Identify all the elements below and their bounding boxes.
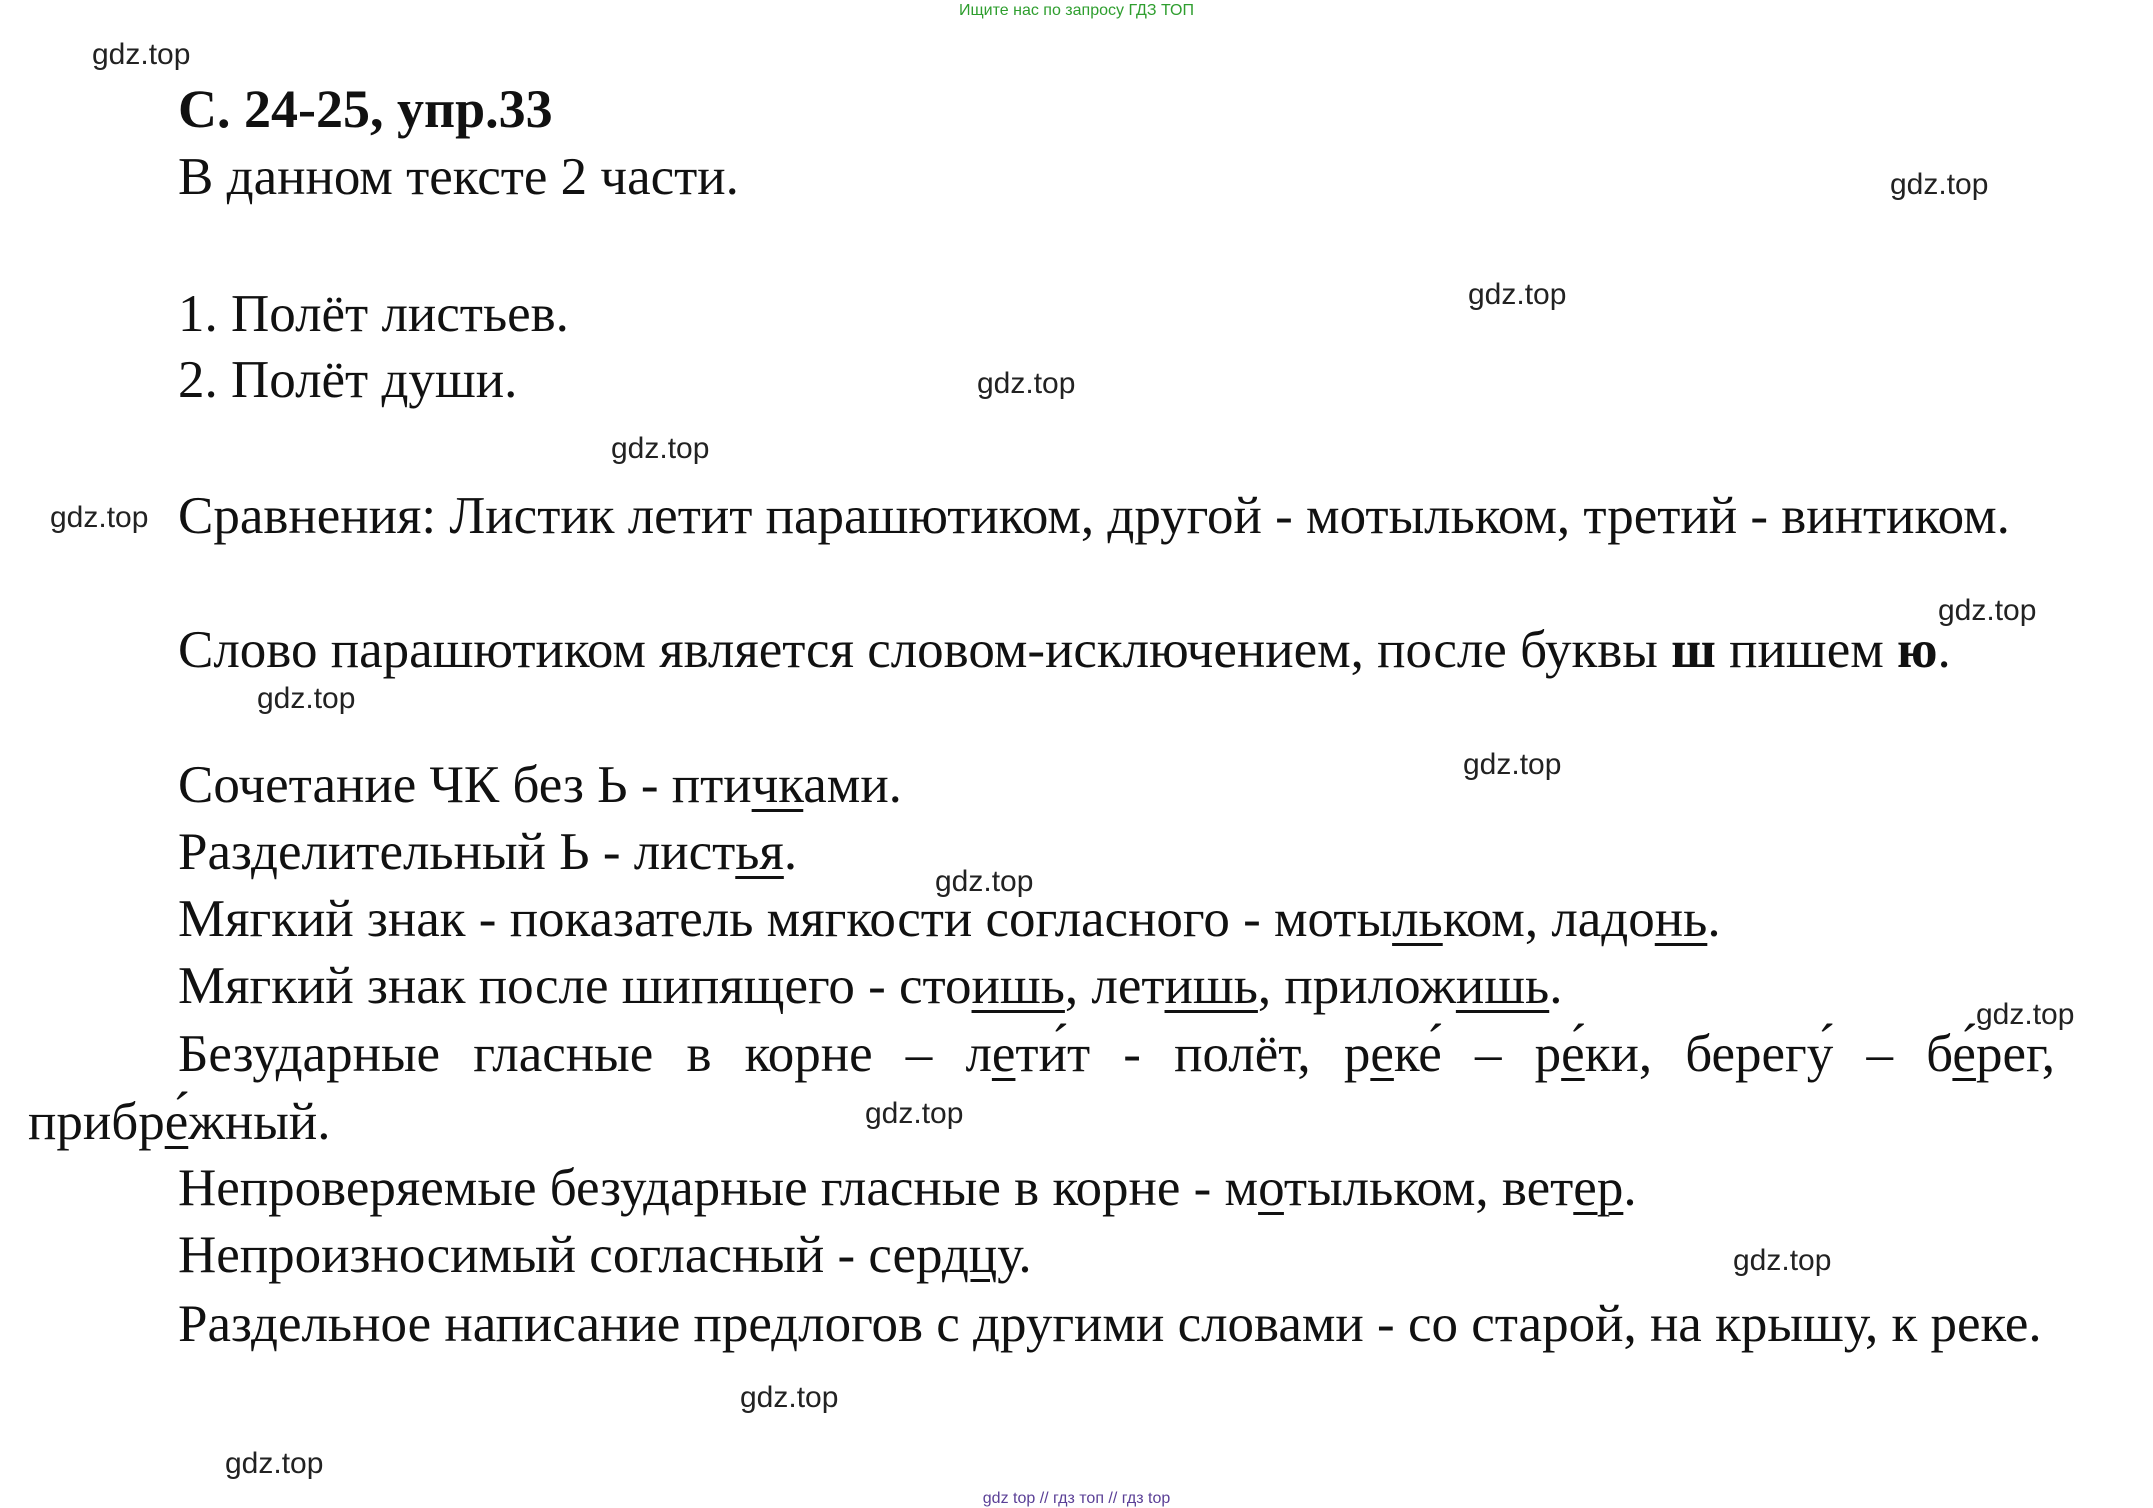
text-segment: пишем <box>1715 621 1898 679</box>
underlined-letters: чк <box>751 756 804 814</box>
underlined-letters: ья <box>735 823 784 881</box>
watermark: gdz.top <box>977 367 1076 400</box>
watermark: gdz.top <box>92 38 191 71</box>
letter-sh: ш <box>1671 621 1716 679</box>
text-segment: ком, ладо <box>1442 890 1655 948</box>
underlined-letters: е́ <box>164 1093 189 1151</box>
underlined-letters: ль <box>1392 890 1443 948</box>
intro-text: В данном тексте 2 части. <box>178 148 739 206</box>
text-segment: , прилож <box>1257 957 1456 1015</box>
silent-consonant-line <box>178 1222 1032 1288</box>
watermark: gdz.top <box>1890 168 1989 201</box>
text-segment: , лет <box>1064 957 1165 1015</box>
text-segment: ти́т - полёт, р <box>1015 1025 1371 1083</box>
unstressed-vowels-paragraph <box>28 1020 2055 1156</box>
watermark: gdz.top <box>50 501 149 534</box>
watermark: gdz.top <box>1733 1244 1832 1277</box>
separating-soft-sign-line <box>178 819 797 885</box>
chk-line <box>178 752 902 818</box>
soft-sign-sibilant-line <box>178 953 1562 1019</box>
text-segment: Разделительный Ь - лист <box>178 823 736 881</box>
top-banner: Ищите нас по запросу ГДЗ ТОП <box>959 2 1194 19</box>
text-segment: . <box>1707 890 1721 948</box>
soft-sign-softness-line <box>178 886 1721 952</box>
watermark: gdz.top <box>1468 278 1567 311</box>
text-segment: Слово парашютиком является словом-исключением, после буквы <box>178 621 1672 679</box>
underlined-letters: е <box>991 1025 1016 1083</box>
watermark: gdz.top <box>611 432 710 465</box>
underlined-letters: е́ <box>1561 1025 1585 1083</box>
underlined-letters: е <box>1370 1025 1394 1083</box>
unverifiable-vowels-line <box>178 1155 1637 1221</box>
watermark: gdz.top <box>740 1381 839 1414</box>
underlined-letters: дц <box>941 1226 998 1284</box>
text-segment: Безударные гласные в корне – л <box>178 1025 992 1083</box>
text-segment: Мягкий знак после шипящего - сто <box>178 957 972 1015</box>
text-segment: ки, берегу́ – б <box>1584 1025 1953 1083</box>
letter-yu: ю <box>1897 621 1938 679</box>
underlined-letters: ишь <box>1164 957 1258 1015</box>
underlined-letters: нь <box>1654 890 1708 948</box>
watermark: gdz.top <box>1976 998 2075 1031</box>
watermark: gdz.top <box>935 865 1034 898</box>
text-segment: . <box>1623 1159 1637 1217</box>
watermark: gdz.top <box>865 1097 964 1130</box>
text-segment: Непроверяемые безударные гласные в корне - м <box>178 1159 1259 1217</box>
underlined-letters: о <box>1258 1159 1284 1217</box>
text-segment: . <box>1937 621 1951 679</box>
underlined-letters: ишь <box>1455 957 1550 1015</box>
text-segment: . <box>783 823 798 881</box>
underlined-letters: ишь <box>971 957 1065 1015</box>
part-1: 1. Полёт листьев. <box>178 285 569 343</box>
exception-line <box>178 617 1951 683</box>
text-segment: у. <box>997 1226 1032 1284</box>
underlined-letters: ер <box>1573 1159 1624 1217</box>
text-segment: жный. <box>188 1093 331 1151</box>
text-segment: ке́ – р <box>1393 1025 1562 1083</box>
prepositions-paragraph: Раздельное написание предлогов с другими словами - со старой, на крышу, к реке. <box>178 1295 2042 1353</box>
watermark: gdz.top <box>1463 748 1562 781</box>
comparisons-paragraph: Сравнения: Листик летит парашютиком, другой - мотыльком, третий - винтиком. <box>178 487 2010 545</box>
text-segment: рег, прибр <box>28 1025 2055 1151</box>
underlined-letters: е́ <box>1952 1025 1976 1083</box>
watermark: gdz.top <box>257 682 356 715</box>
watermark: gdz.top <box>1938 594 2037 627</box>
text-segment: . <box>1549 957 1563 1015</box>
text-segment: Сочетание ЧК без Ь - пти <box>178 756 752 814</box>
part-2: 2. Полёт души. <box>178 351 518 409</box>
watermark: gdz.top <box>225 1447 324 1480</box>
footer-links: gdz top // гдз топ // гдз top <box>982 1490 1171 1507</box>
text-segment: Мягкий знак - показатель мягкости согласного - моты <box>178 890 1393 948</box>
text-segment: Непроизносимый согласный - сер <box>178 1226 942 1284</box>
text-segment: тыльком, вет <box>1283 1159 1574 1217</box>
page-title: С. 24-25, упр.33 <box>178 79 553 139</box>
text-segment: ами. <box>803 756 902 814</box>
